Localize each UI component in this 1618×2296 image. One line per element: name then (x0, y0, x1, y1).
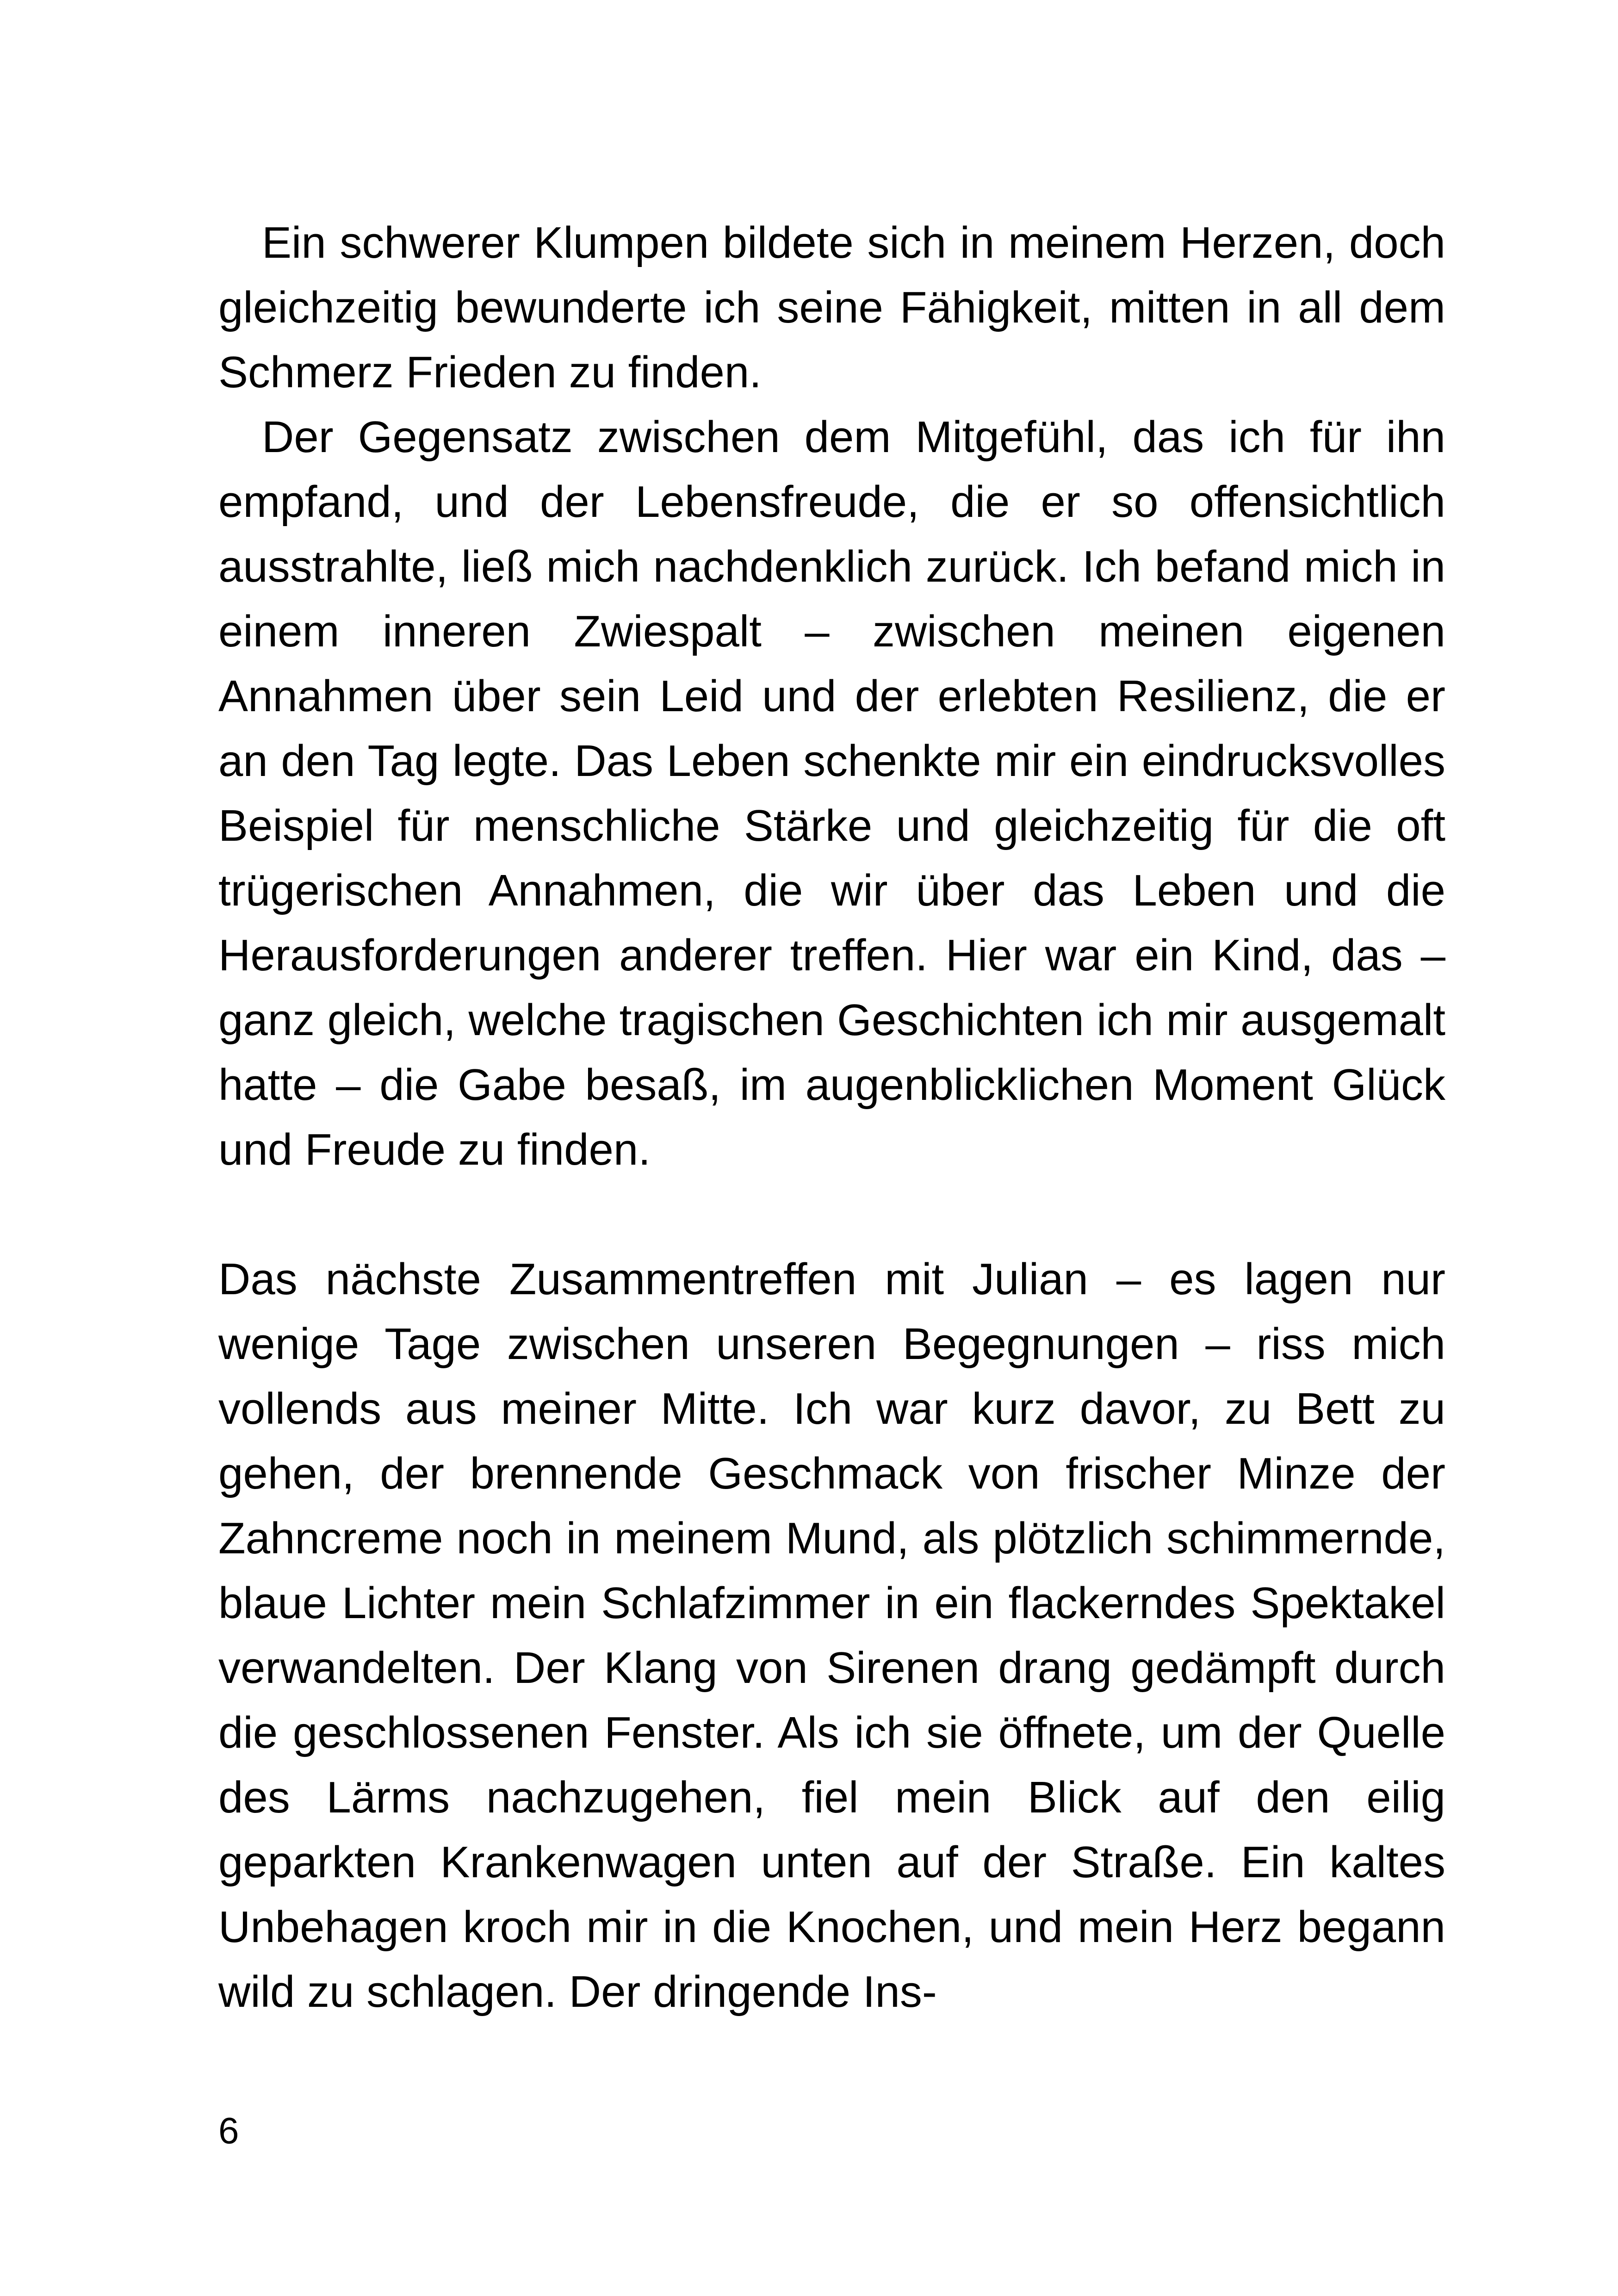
paragraph-3: Das nächste Zusammentreffen mit Julian – es lagen nur wenige Tage zwischen unseren Begegnungen – riss mich vollends aus meiner Mitte. Ich war kurz davor, zu Bett zu gehen, der brennende Geschmack von frischer Minze der Zahncreme noch in meinem Mund, als plötzlich schimmernde, blaue Lichter mein Schlafzimmer in ein flackerndes Spektakel verwandelten. Der Klang von Sirenen drang gedämpft durch die geschlossenen Fenster. Als ich sie öffnete, um der Quelle des Lärms nachzugehen, fiel mein Blick auf den eilig geparkten Krankenwagen unten auf der Straße. Ein kaltes Unbehagen kroch mir in die Knochen, und mein Herz begann wild zu schlagen. Der dringende Ins- (218, 1254, 1445, 2017)
body-text (218, 211, 1445, 2024)
page-number: 6 (218, 2110, 239, 2151)
paragraph-1: Ein schwerer Klumpen bildete sich in meinem Herzen, doch gleichzeitig bewunderte ich seine Fähigkeit, mitten in all dem Schmerz Frieden zu finden. (218, 218, 1445, 397)
paragraph-2: Der Gegensatz zwischen dem Mitgefühl, das ich für ihn empfand, und der Lebensfreude, die er so offensichtlich ausstrahlte, ließ mich nachdenklich zurück. Ich befand mich in einem inneren Zwiespalt – zwischen meinen eigenen Annahmen über sein Leid und der erlebten Resilienz, die er an den Tag legte. Das Leben schenkte mir ein eindrucksvolles Beispiel für menschliche Stärke und gleichzeitig für die oft trügerischen Annahmen, die wir über das Leben und die Herausforderungen anderer treffen. Hier war ein Kind, das – ganz gleich, welche tragischen Geschichten ich mir ausgemalt hatte – die Gabe besaß, im augenblicklichen Moment Glück und Freude zu finden. (218, 412, 1445, 1174)
